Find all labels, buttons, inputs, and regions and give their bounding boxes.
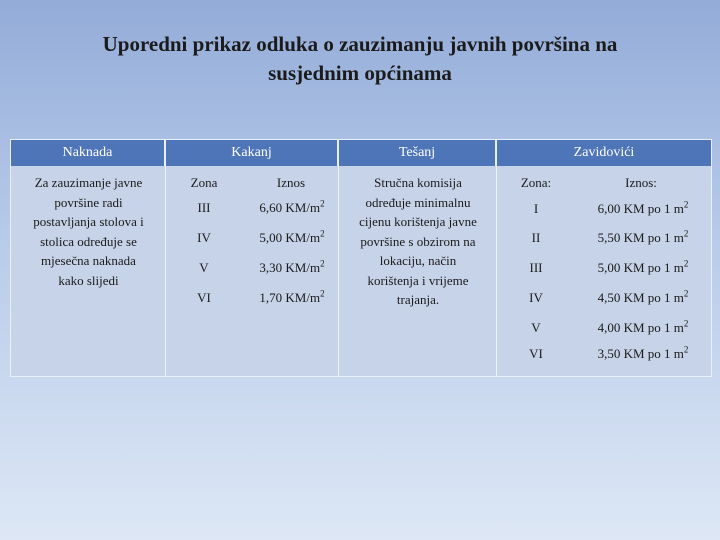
kakanj-col-zona-header: Zona — [190, 175, 218, 190]
tesanj-line: trajanja. — [396, 292, 440, 307]
zavidovici-col-zona-header: Zona: — [520, 175, 552, 190]
naknada-line: postavljanja stolova i — [33, 214, 144, 229]
zavidovici-iznos-cell: 3,50 KM po 1 $m^2$ — [597, 344, 689, 361]
kakanj-zona-cell: IV — [197, 230, 211, 245]
naknada-line: površine radi — [54, 194, 123, 210]
naknada-line: mjesečna naknada — [41, 253, 136, 268]
naknada-description — [11, 173, 166, 290]
tesanj-description — [339, 173, 497, 310]
naknada-line: kako slijedi — [58, 272, 119, 288]
header-zavidovici: Zavidovići — [497, 140, 711, 166]
zavidovici-zona-cell: III — [529, 260, 543, 275]
zavidovici-col-iznos-header: Iznos: — [625, 175, 657, 190]
zavidovici-iznos-cell: 5,50 KM po 1 $m^2$ — [597, 228, 689, 245]
header-kakanj: Kakanj — [166, 140, 339, 166]
comparison-table — [10, 139, 712, 377]
naknada-line: Za zauzimanje javne — [34, 175, 143, 190]
zavidovici-iznos-cell: 5,00 KM po 1 $m^2$ — [597, 258, 689, 275]
kakanj-col-iznos-header: Iznos — [276, 175, 306, 190]
tesanj-line: površine s obzirom na — [360, 233, 476, 249]
kakanj-zona-cell: VI — [197, 290, 211, 305]
zavidovici-iznos-cell: 4,00 KM po 1 $m^2$ — [597, 318, 689, 335]
header-naknada: Naknada — [11, 140, 166, 166]
kakanj-iznos-cell: 6,60 $KM/m^2$ — [259, 198, 325, 215]
header-tesanj: Tešanj — [339, 140, 497, 166]
tesanj-line: korištenja i vrijeme — [367, 272, 469, 288]
slide-title-line-1: Uporedni prikaz odluka o zauzimanju javnih površina na — [102, 32, 618, 56]
zavidovici-zona-cell: II — [531, 230, 541, 245]
zavidovici-iznos-cell: 4,50 KM po 1 $m^2$ — [597, 288, 689, 305]
slide-title-line-2: susjednim općinama — [268, 61, 452, 85]
zavidovici-zona-cell: V — [531, 320, 541, 335]
slide-title — [40, 30, 680, 88]
kakanj-zona-cell: III — [197, 200, 211, 215]
tesanj-line: Stručna komisija — [374, 175, 462, 190]
zavidovici-zona-cell: VI — [529, 346, 543, 361]
zavidovici-iznos-cell: 6,00 KM po 1 $m^2$ — [597, 199, 689, 216]
tesanj-line: cijenu korištenja javne — [359, 214, 477, 229]
zavidovici-zona-cell: I — [533, 201, 539, 216]
kakanj-zona-cell: V — [199, 260, 209, 275]
kakanj-iznos-cell: 1,70 $KM/m^2$ — [259, 288, 325, 305]
kakanj-iznos-cell: 5,00 $KM/m^2$ — [259, 228, 325, 245]
naknada-line: stolica određuje se — [40, 233, 137, 249]
zavidovici-zona-cell: IV — [529, 290, 543, 305]
tesanj-line: određuje minimalnu — [365, 194, 471, 210]
tesanj-line: lokaciju, način — [379, 253, 457, 268]
kakanj-iznos-cell: 3,30 $KM/m^2$ — [259, 258, 325, 275]
